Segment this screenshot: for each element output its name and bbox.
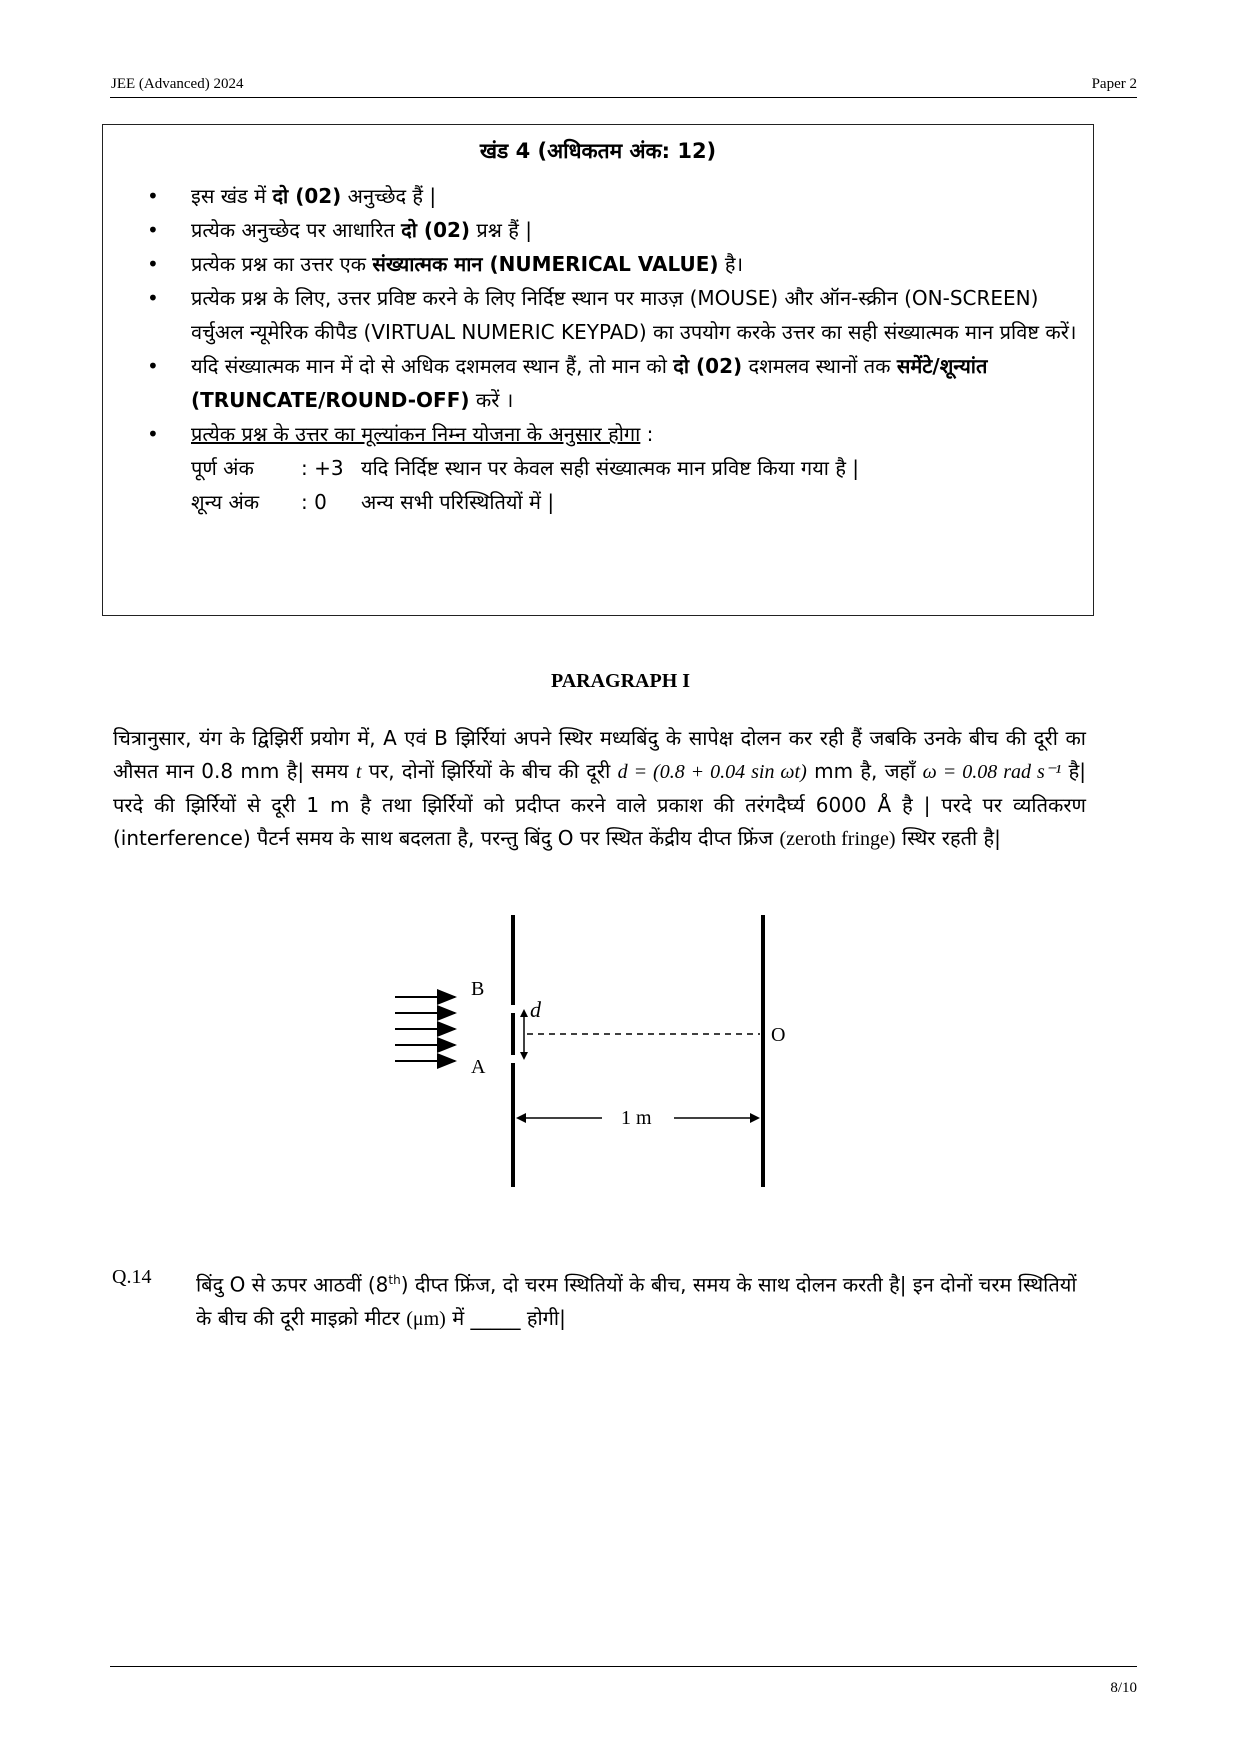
- bullet-icon: •: [147, 286, 159, 310]
- incident-light-arrows: [395, 997, 455, 1061]
- header-exam-name: JEE (Advanced) 2024: [111, 76, 244, 92]
- question-number: Q.14: [112, 1266, 152, 1288]
- section-title: खंड 4 (अधिकतम अंक: 12): [479, 139, 717, 163]
- bullet-icon: •: [147, 354, 159, 378]
- page-number: 8/10: [1110, 1680, 1137, 1696]
- full-marks-label: पूर्ण अंक: [191, 456, 254, 480]
- bullet-icon: •: [147, 422, 159, 446]
- instruction-item: • प्रत्येक प्रश्न का उत्तर एक संख्यात्मक मान (NUMERICAL VALUE) है।: [103, 247, 1093, 281]
- label-o: O: [771, 1024, 786, 1046]
- label-d: d: [530, 997, 541, 1022]
- header-paper: Paper 2: [1091, 76, 1137, 92]
- footer-rule: [110, 1666, 1137, 1667]
- instructions-box: [102, 124, 1094, 616]
- full-marks-value: : +3: [301, 456, 344, 480]
- paragraph-heading: PARAGRAPH I: [550, 670, 691, 692]
- marking-scheme: [191, 451, 1093, 519]
- zero-marks-desc: अन्य सभी परिस्थितियों में |: [361, 490, 555, 514]
- label-b: B: [471, 978, 485, 1000]
- instruction-list: [103, 179, 1093, 519]
- bullet-icon: •: [147, 184, 159, 208]
- header-rule: [110, 97, 1137, 98]
- double-slit-diagram: [380, 915, 820, 1195]
- instruction-item: • प्रत्येक प्रश्न के लिए, उत्तर प्रविष्ट करने के लिए निर्दिष्ट स्थान पर माउज़ (MOUSE) और ऑन-स्क्रीन (ON-SCREEN) वर्चुअल न्यूमेरिक कीपैड (VIRTUAL NUMERIC KEYPAD) का उपयोग करके उत्तर का सही संख्यात्मक मान प्रविष्ट करें।: [103, 281, 1093, 349]
- zero-marks-value: : 0: [301, 490, 327, 514]
- instruction-item: • यदि संख्यात्मक मान में दो से अधिक दशमलव स्थान हैं, तो मान को दो (02) दशमलव स्थानों तक समेंटे/शून्यांत (TRUNCATE/ROUND-OFF) करें ।: [103, 349, 1093, 417]
- full-marks-desc: यदि निर्दिष्ट स्थान पर केवल सही संख्यात्मक मान प्रविष्ट किया गया है |: [361, 456, 860, 480]
- label-a: A: [471, 1056, 486, 1078]
- paragraph-text: चित्रानुसार, यंग के द्विझिर्री प्रयोग में, A एवं B झिर्रियां अपने स्थिर मध्यबिंदु के सापेक्ष दोलन कर रही हैं जबकि उनके बीच की दूरी का औसत मान 0.8 mm है| समय t पर, दोनों झिर्रियों के बीच की दूरी d = (0.8 + 0.04 sin ωt) mm है, जहाँ ω = 0.08 rad s⁻¹ है| परदे की झिर्रियों से दूरी 1 m है तथा झिर्रियों को प्रदीप्त करने वाले प्रकाश की तरंगदैर्घ्य 6000 Å है | परदे पर व्यतिकरण (interference) पैटर्न समय के साथ बदलता है, परन्तु बिंदु O पर स्थित केंद्रीय दीप्त फ्रिंज (zeroth fringe) स्थिर रहती है|: [113, 726, 1086, 850]
- question-text: बिंदु O से ऊपर आठवीं (8th) दीप्त फ्रिंज, दो चरम स्थितियों के बीच, समय के साथ दोलन करती है| इन दोनों चरम स्थितियों के बीच की दूरी माइक्रो मीटर (μm) में _____ होगी|: [196, 1272, 1077, 1330]
- instruction-item: • प्रत्येक अनुच्छेद पर आधारित दो (02) प्रश्न हैं |: [103, 213, 1093, 247]
- instruction-item-marking: • प्रत्येक प्रश्न के उत्तर का मूल्यांकन निम्न योजना के अनुसार होगा : पूर्ण अंक : +3 यदि निर्दिष्ट स्थान पर केवल सही संख्यात्मक मान प्रविष्ट किया गया है | शून्य अंक : 0 अन्य सभी परिस्थितियों में |: [103, 417, 1093, 519]
- zero-marks-label: शून्य अंक: [191, 490, 260, 514]
- bullet-icon: •: [147, 252, 159, 276]
- bullet-icon: •: [147, 218, 159, 242]
- instruction-item: • इस खंड में दो (02) अनुच्छेद हैं |: [103, 179, 1093, 213]
- label-distance: 1 m: [621, 1107, 652, 1129]
